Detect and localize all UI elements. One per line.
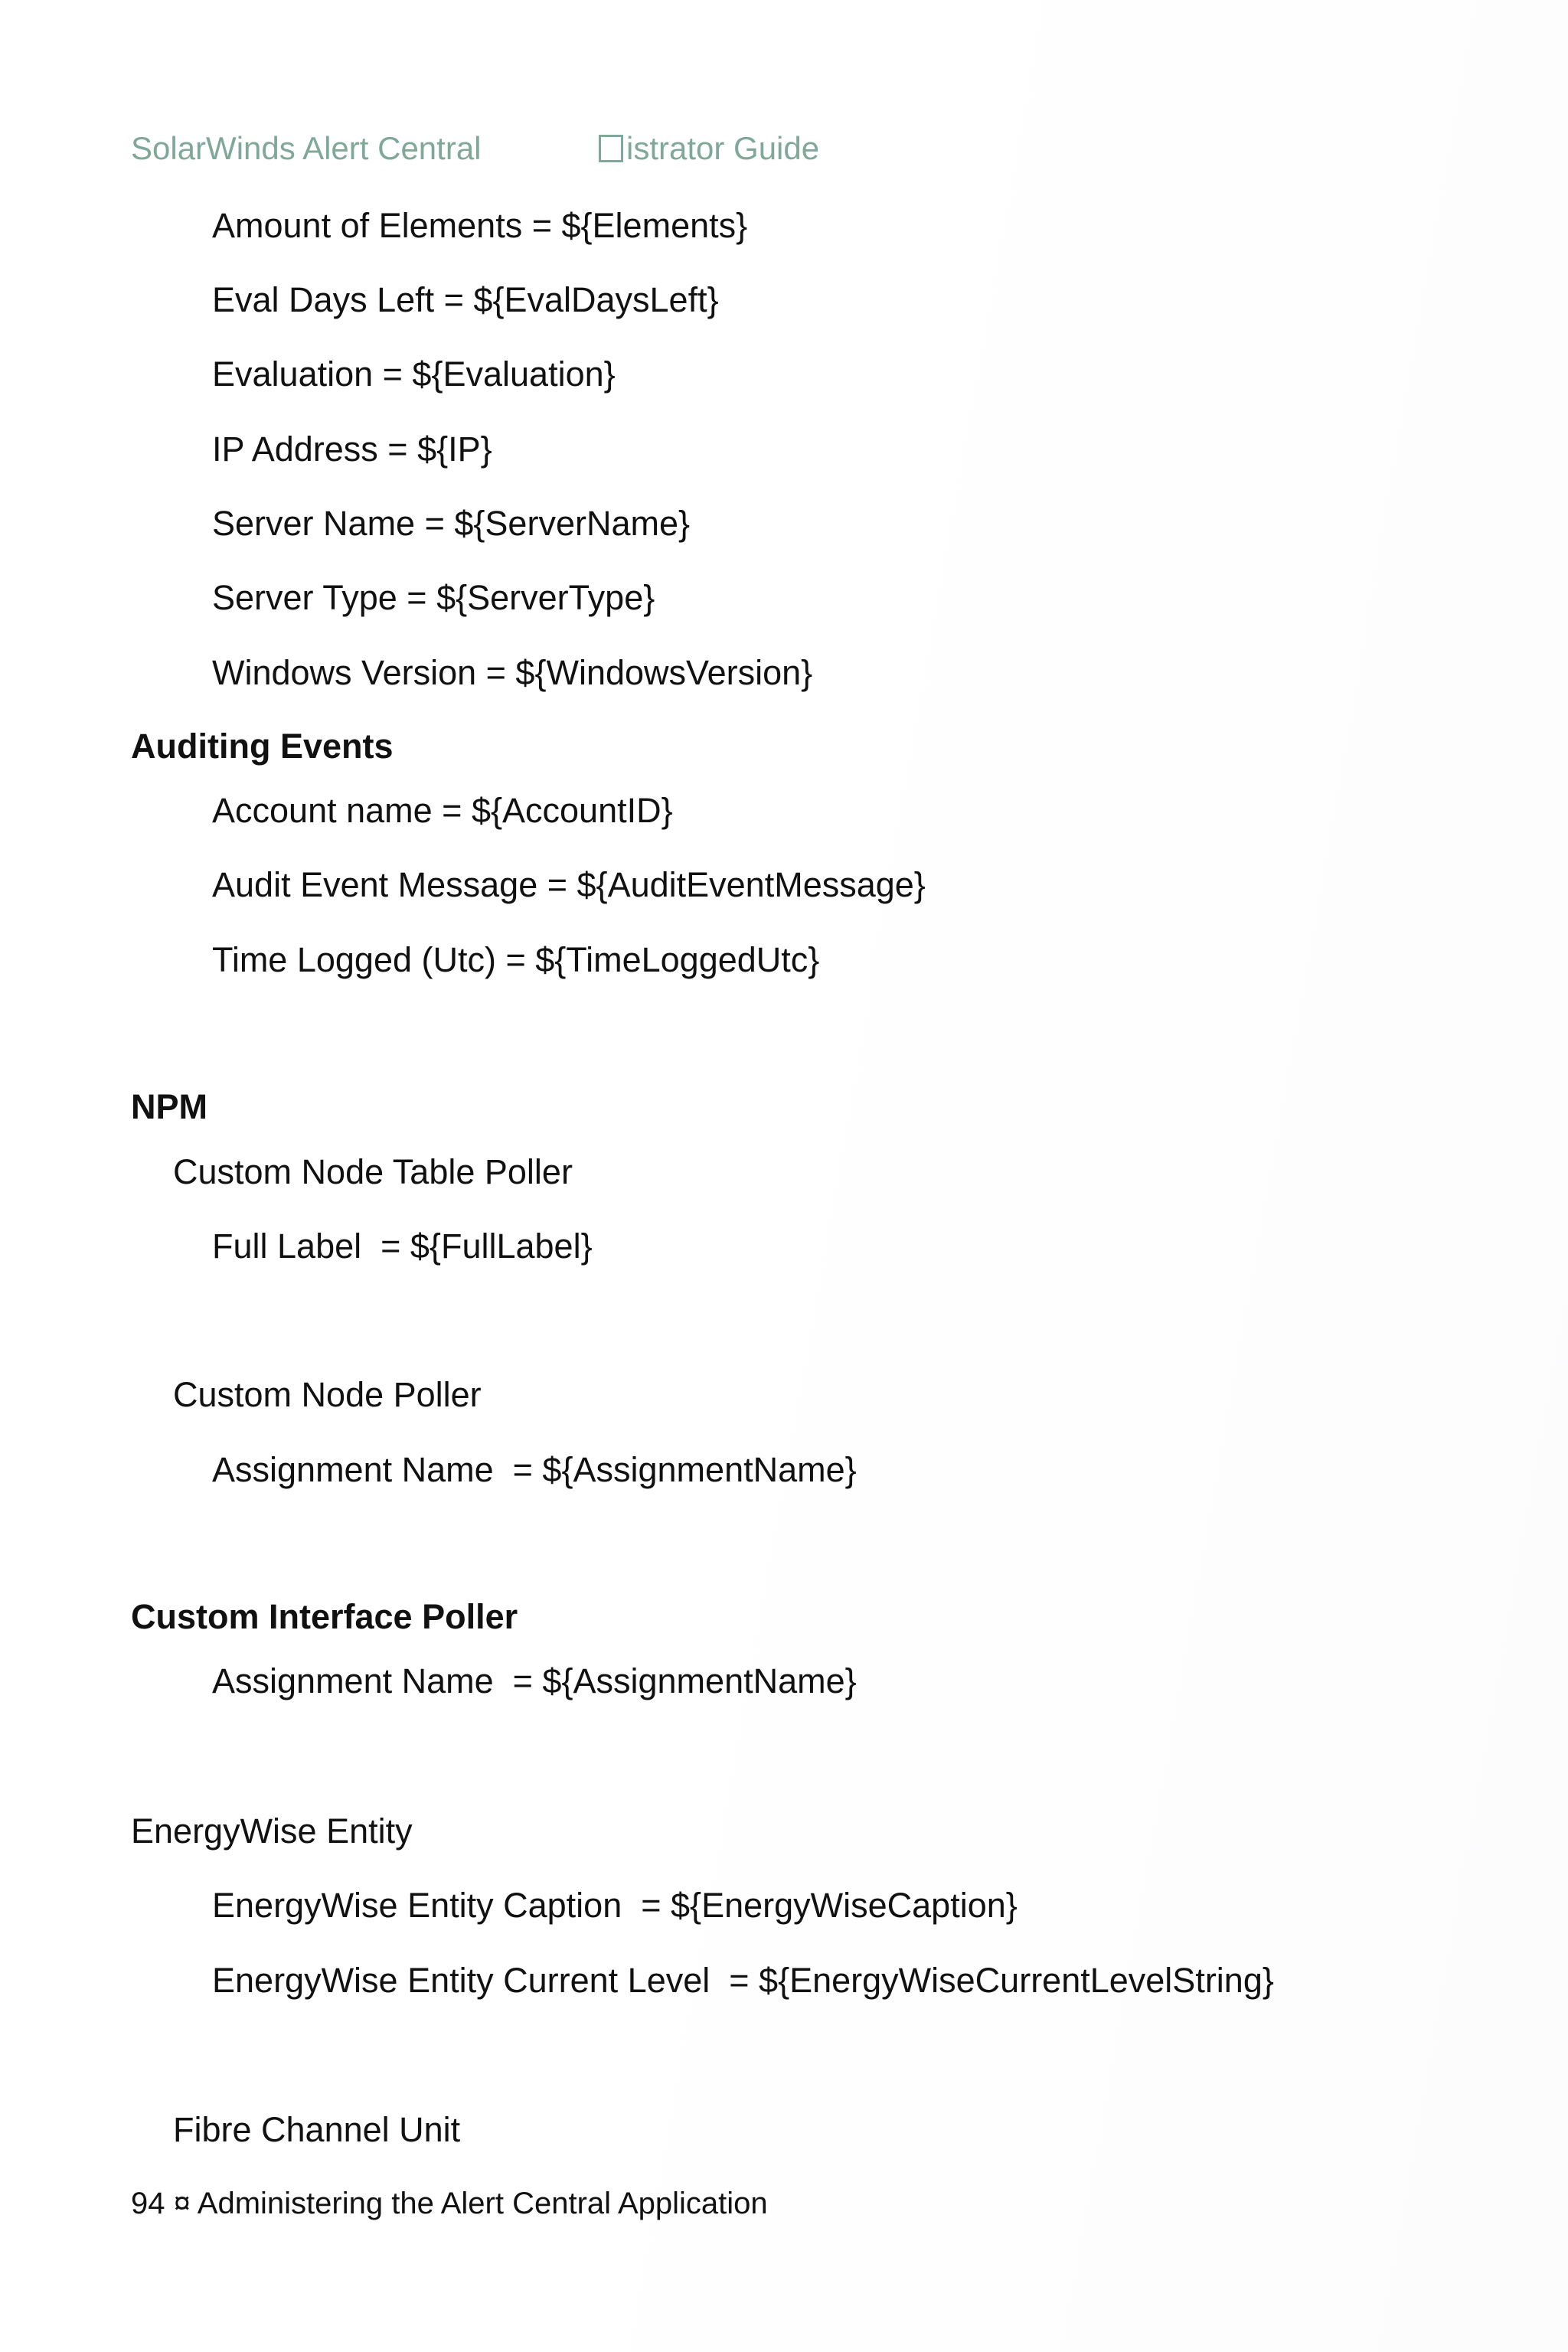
variable-line: Evaluation = ${Evaluation} <box>212 354 616 394</box>
variable-line: EnergyWise Entity Current Level = ${EnergyWiseCurrentLevelString} <box>212 1961 1274 2000</box>
variable-line: Account name = ${AccountID} <box>212 791 673 830</box>
variable-line: Windows Version = ${WindowsVersion} <box>212 653 813 692</box>
variable-line: Time Logged (Utc) = ${TimeLoggedUtc} <box>212 940 820 979</box>
section-heading-npm: NPM <box>131 1087 207 1126</box>
subsection-custom-node-table-poller: Custom Node Table Poller <box>173 1152 573 1191</box>
placeholder-box-icon <box>599 135 623 162</box>
variable-line: Assignment Name = ${AssignmentName} <box>212 1450 857 1489</box>
variable-line: Assignment Name = ${AssignmentName} <box>212 1661 857 1700</box>
footer-section-title: Administering the Alert Central Application <box>197 2187 768 2220</box>
subsection-fibre-channel-unit: Fibre Channel Unit <box>173 2110 461 2149</box>
variable-line: IP Address = ${IP} <box>212 430 492 469</box>
page-footer <box>131 2187 768 2221</box>
running-header-guide-text: istrator Guide <box>626 130 820 166</box>
footer-separator: ¤ <box>173 2187 191 2220</box>
running-header-product: SolarWinds Alert Central <box>131 130 482 166</box>
section-heading-auditing-events: Auditing Events <box>131 727 394 766</box>
section-heading-custom-interface-poller: Custom Interface Poller <box>131 1597 518 1636</box>
variable-line: Audit Event Message = ${AuditEventMessage} <box>212 865 926 904</box>
variable-line: EnergyWise Entity Caption = ${EnergyWiseCaption} <box>212 1886 1018 1925</box>
subsection-custom-node-poller: Custom Node Poller <box>173 1375 482 1414</box>
variable-line: Amount of Elements = ${Elements} <box>212 206 748 245</box>
variable-line: Full Label = ${FullLabel} <box>212 1227 593 1266</box>
page-number: 94 <box>131 2187 165 2220</box>
subsection-energywise-entity: EnergyWise Entity <box>131 1811 413 1851</box>
variable-line: Server Type = ${ServerType} <box>212 578 655 617</box>
variable-line: Eval Days Left = ${EvalDaysLeft} <box>212 280 719 319</box>
variable-line: Server Name = ${ServerName} <box>212 504 691 543</box>
running-header-guide <box>599 130 819 167</box>
